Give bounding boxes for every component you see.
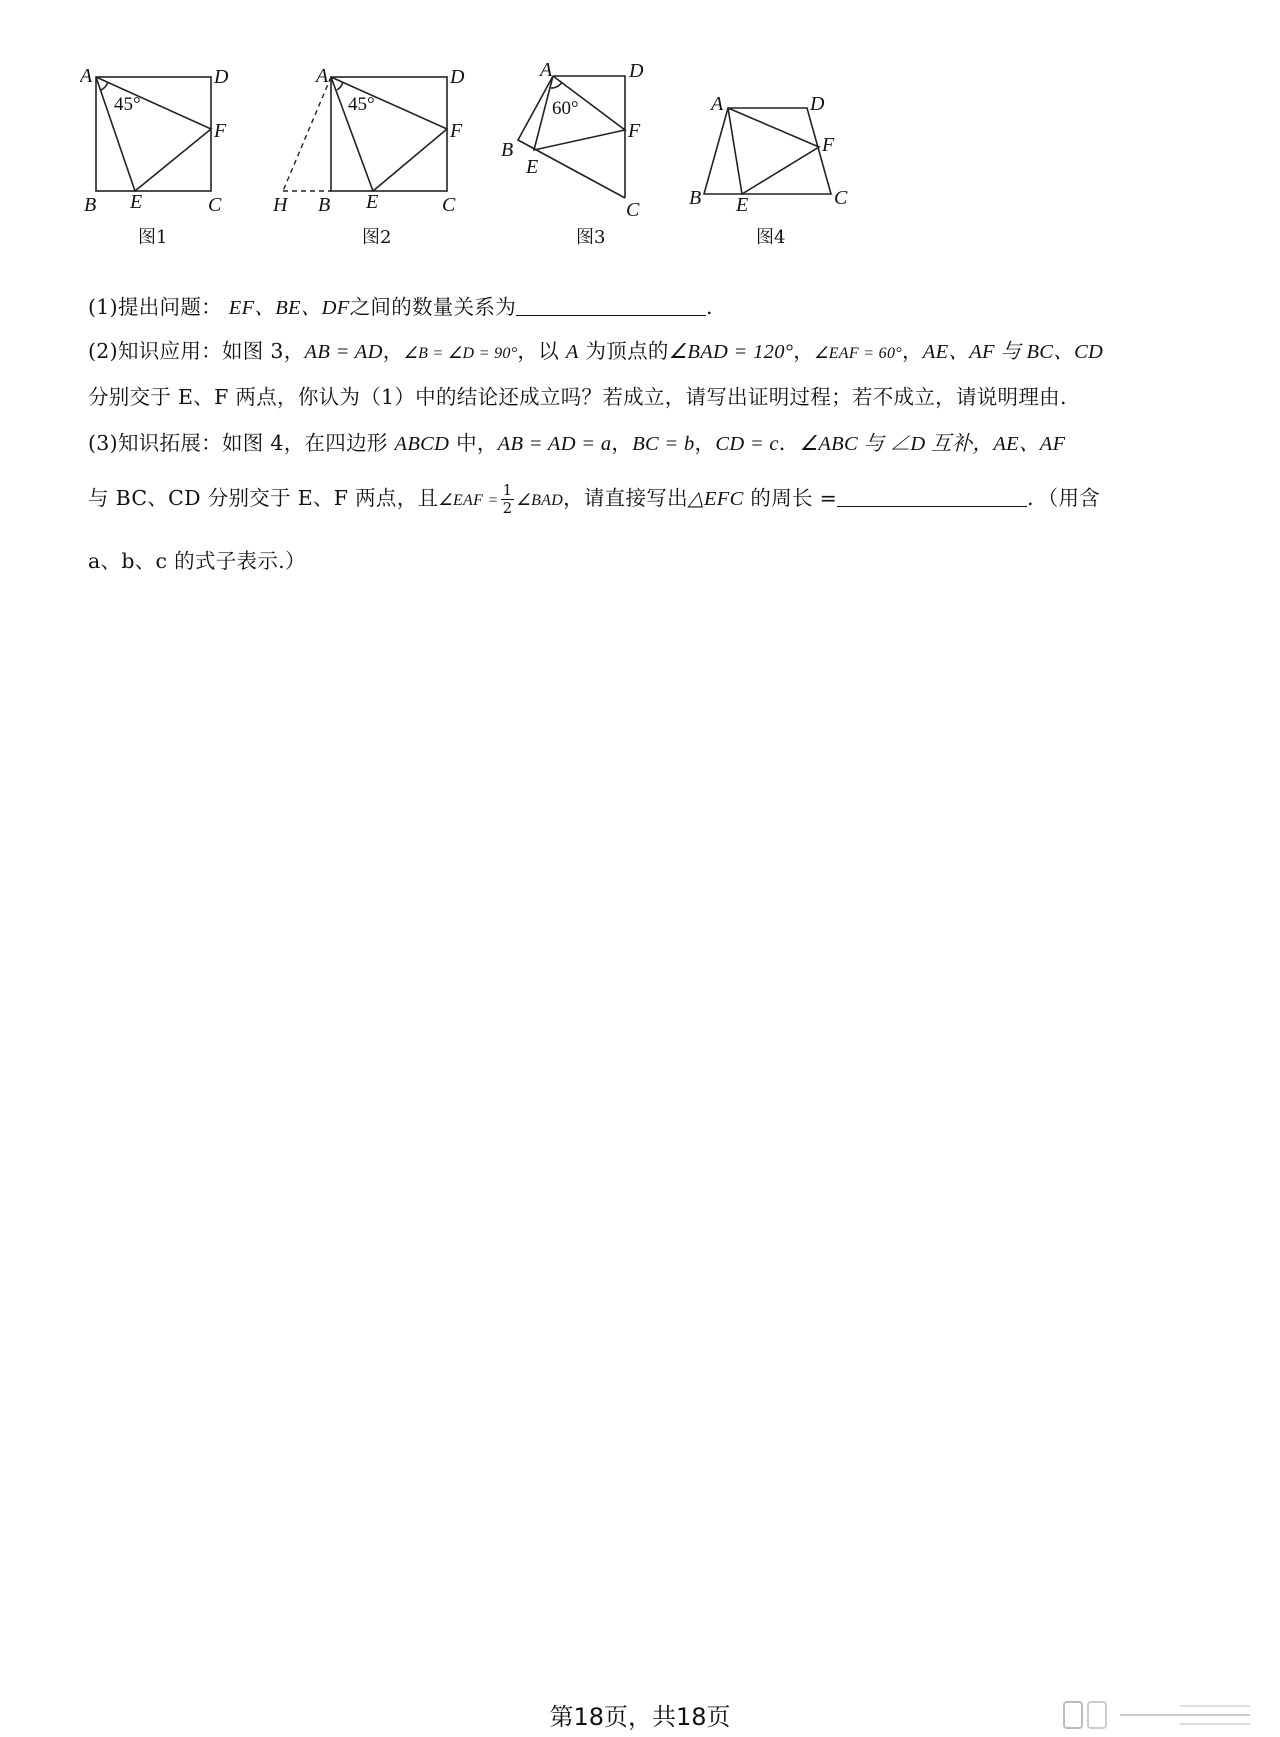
fig1-label-E: E: [130, 191, 143, 213]
q2-vertex: A: [565, 341, 579, 363]
q3-eq1: AB = AD = a: [497, 433, 612, 455]
q2-sep5: ，: [901, 339, 923, 363]
q3-quad: ABCD: [394, 433, 450, 455]
question-1: [88, 292, 1198, 323]
fig1-label-F: F: [214, 120, 227, 142]
q3-mid: 中，: [449, 431, 498, 455]
fig3-label-A: A: [540, 60, 553, 81]
fig4-label-E: E: [736, 194, 749, 216]
fig4-label-C: C: [834, 187, 848, 209]
q3-angle-text: ∠ABC 与 ∠D 互补，AE、AF: [799, 433, 1066, 455]
fig2-caption: 图2: [362, 227, 392, 248]
question-3-line-2: [88, 482, 1198, 517]
fig1-caption: 图1: [138, 227, 168, 248]
q3-l2e: 的周长 =: [743, 486, 838, 510]
q3-fraction: [501, 482, 515, 517]
fig2-label-D: D: [450, 66, 465, 88]
q2-line2: 分别交于 E、F 两点，你认为（1）中的结论还成立吗？若成立，请写出证明过程；若不成立，请说明理由.: [88, 385, 1067, 409]
q2-eq4: ∠EAF = 60°: [814, 345, 902, 362]
fig4-label-D: D: [810, 93, 825, 115]
figures-row: [80, 60, 980, 280]
q3-eq2: BC = b: [632, 433, 695, 455]
fig3-label-F: F: [628, 120, 641, 142]
q2-sep3: 为顶点的: [578, 339, 669, 363]
fig4-label-F: F: [822, 134, 835, 156]
q3-sep2: ，: [694, 431, 716, 455]
fig2-label-H: H: [273, 194, 288, 216]
q3-sep3: ．: [778, 431, 800, 455]
page-footer: 第18页，共18页: [549, 1703, 731, 1731]
q2-sep4: ，: [793, 339, 815, 363]
figure-2: [272, 65, 465, 248]
question-2-line-1: [88, 336, 1198, 369]
fig2-label-C: C: [442, 194, 456, 216]
q3-l2a: 与 BC、CD 分别交于 E、F 两点，且: [88, 486, 439, 510]
figure-1: [80, 65, 229, 248]
fig3-label-D: D: [629, 60, 644, 82]
fig1-label-D: D: [214, 66, 229, 88]
question-2-line-2: [88, 382, 1198, 412]
fig2-label-F: F: [450, 120, 463, 142]
fig4-caption: 图4: [756, 227, 786, 248]
fig3-caption: 图3: [576, 227, 606, 248]
geometry-figures: [80, 60, 980, 280]
fig3-label-C: C: [626, 199, 640, 221]
q2-eq3: ∠BAD = 120°: [668, 341, 794, 363]
q3-triangle: △EFC: [687, 488, 744, 510]
q3-answer-blank[interactable]: [837, 484, 1027, 507]
q3-l2d: ，请直接写出: [563, 486, 688, 510]
q3-angle-eaf: ∠EAF =: [438, 492, 499, 509]
fig3-angle: 60°: [552, 98, 579, 119]
figure-3: [501, 60, 644, 248]
fig1-label-C: C: [208, 194, 222, 216]
q3-sep1: ，: [611, 431, 633, 455]
question-3-line-1: [88, 428, 1198, 459]
q2-eq1: AB = AD: [304, 341, 383, 363]
q2-sep2: ，以: [517, 339, 566, 363]
q3-l2f: ．（用含: [1027, 486, 1101, 510]
fig2-angle: 45°: [348, 94, 375, 115]
fig4-label-B: B: [689, 187, 702, 209]
fraction-denominator: 2: [502, 499, 513, 517]
fig1-angle: 45°: [114, 94, 141, 115]
q3-prefix: (3)知识拓展：如图 4，在四边形: [88, 431, 395, 455]
fraction-numerator: 1: [502, 481, 513, 499]
fig3-label-B: B: [501, 139, 514, 161]
q1-answer-blank[interactable]: [516, 293, 706, 316]
q3-line3: a、b、c 的式子表示.）: [88, 549, 306, 573]
fig3-label-E: E: [526, 156, 539, 178]
q1-end: .: [706, 295, 713, 319]
q1-segments: EF、BE、DF: [228, 297, 350, 319]
fig2-label-B: B: [318, 194, 331, 216]
q2-prefix: (2)知识应用：如图 3，: [88, 339, 305, 363]
q1-text: 之间的数量关系为: [349, 295, 517, 319]
q2-tail: AE、AF 与 BC、CD: [922, 341, 1104, 363]
fig4-label-A: A: [711, 93, 724, 115]
watermark-icon: [1060, 1696, 1260, 1736]
q2-eq2: ∠B = ∠D = 90°: [403, 345, 518, 362]
fig1-label-B: B: [84, 194, 97, 216]
fig2-label-E: E: [366, 191, 379, 213]
fig2-label-A: A: [316, 65, 329, 87]
fig1-label-A: A: [80, 65, 93, 87]
figure-4: [689, 93, 848, 248]
q3-eq3: CD = c: [715, 433, 779, 455]
q1-prefix: (1)提出问题：: [88, 295, 222, 319]
q3-angle-bad: ∠BAD: [516, 492, 564, 509]
q2-sep1: ，: [382, 339, 404, 363]
question-3-line-3: [88, 546, 1198, 576]
